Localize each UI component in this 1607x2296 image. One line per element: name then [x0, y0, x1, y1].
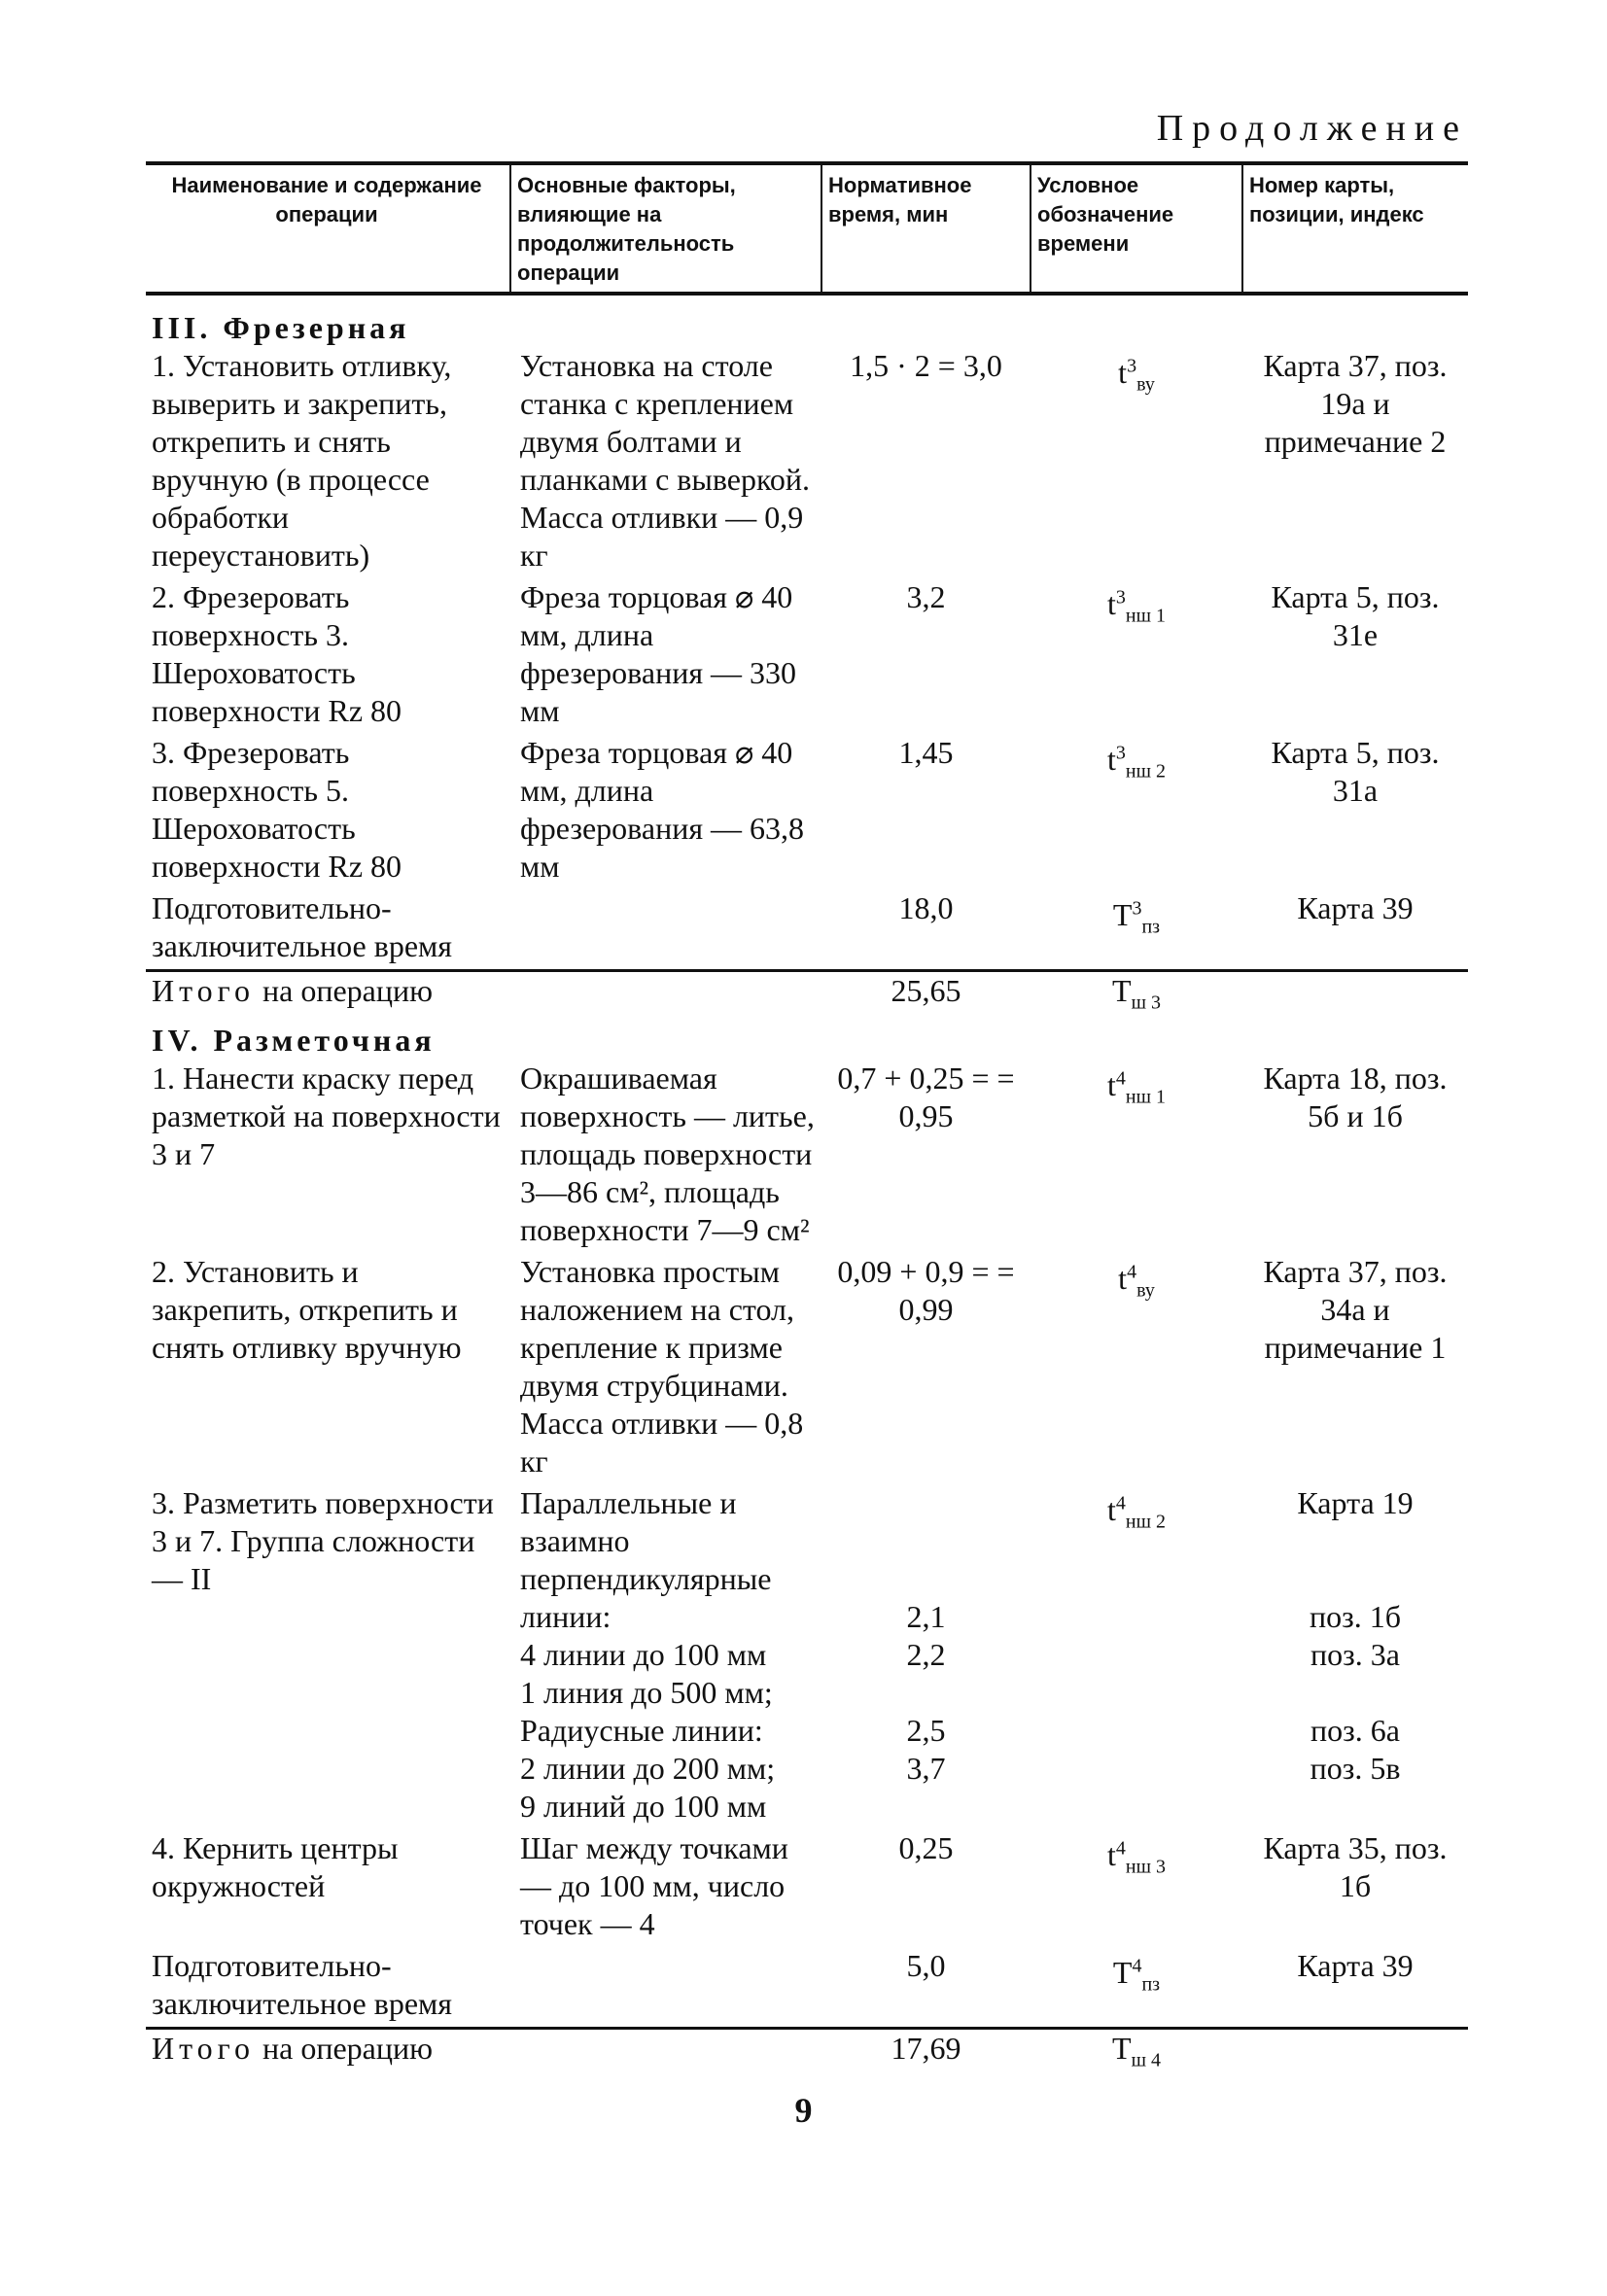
normative-time: 0,09 + 0,9 = = 0,99 [837, 1254, 1015, 1328]
card-reference: Карта 35, поз. 1б [1263, 1830, 1448, 1904]
time-symbol: $T_{ш 3}$ [1031, 971, 1242, 1023]
total-row [146, 2029, 1468, 2080]
factors-intro: Параллельные и взаимно перпендикулярные линии: [520, 1485, 772, 1635]
normative-time: 5,0 [906, 1948, 946, 1984]
card-reference: Карта 18, поз. 5б и 1б [1263, 1061, 1448, 1134]
header-factors: Основные факторы, влияющие на продолжительность операции [510, 163, 821, 294]
operation-factors: Фреза торцовая ⌀ 40 мм, длина фрезерования — 63,8 мм [520, 735, 805, 884]
table-header-row [146, 163, 1468, 294]
sub-card [1248, 1674, 1462, 1712]
normative-time: 1,45 [898, 735, 954, 770]
sub-card: поз. 1б [1309, 1599, 1402, 1635]
normative-time: 0,25 [898, 1830, 954, 1866]
time-symbol: $T^3_{пз}$ [1112, 896, 1161, 938]
document-page [146, 107, 1468, 2080]
time-symbol: $t^4_{нш 2}$ [1107, 1492, 1166, 1533]
operation-name: 4. Кернить центры окружностей [152, 1830, 399, 1904]
normative-time: 0,7 + 0,25 = = 0,95 [837, 1061, 1015, 1134]
sub-factor: 2 линии до 200 мм; [520, 1751, 776, 1787]
section-title-marking: IV. Разметочная [152, 1023, 436, 1059]
sub-time: 2,2 [906, 1637, 946, 1673]
header-time-symbol: Условное обозначение времени [1031, 163, 1242, 294]
card-reference: Карта 37, поз. 34а и примечание 1 [1263, 1254, 1448, 1366]
operation-name: 1. Установить отливку, выверить и закрепить, открепить и снять вручную (в процессе обработки переустановить) [152, 348, 452, 573]
continuation-label: Продолжение [1156, 108, 1468, 149]
operation-name: Подготовительно-заключительное время [152, 1948, 453, 2022]
total-time: 17,69 [821, 2029, 1031, 2080]
table-row [146, 734, 1468, 889]
header-operation-name: Наименование и содержание операции [146, 163, 510, 294]
section-title-milling: III. Фрезерная [152, 310, 410, 345]
operations-table [146, 161, 1468, 2080]
table-row [146, 889, 1468, 971]
operation-factors [510, 1484, 821, 1829]
table-row [146, 1947, 1468, 2029]
sub-time: 2,1 [906, 1599, 946, 1635]
operation-factors: Фреза торцовая ⌀ 40 мм, длина фрезерования — 330 мм [520, 579, 797, 728]
card-reference: Карта 39 [1297, 890, 1414, 925]
table-row [146, 1060, 1468, 1253]
sub-card: поз. 3а [1310, 1637, 1400, 1673]
page-number: 9 [794, 2091, 813, 2130]
total-label: Итого на операцию [146, 971, 510, 1023]
sub-factor: Радиусные линии: [520, 1713, 763, 1749]
sub-card: поз. 6а [1310, 1713, 1400, 1749]
normative-time: 1,5 · 2 = 3,0 [850, 348, 1002, 383]
card-reference: Карта 19 поз. 1б поз. 3а поз. 6а поз. 5в [1242, 1484, 1468, 1829]
table-row [146, 347, 1468, 578]
table-row [146, 578, 1468, 734]
normative-time: 18,0 [898, 890, 954, 925]
total-time: 25,65 [821, 971, 1031, 1023]
sub-factor: 1 линия до 500 мм; [520, 1675, 773, 1711]
time-symbol: $t^4_{нш 3}$ [1107, 1837, 1166, 1878]
operation-factors: Шаг между точками — до 100 мм, число точек — 4 [520, 1830, 788, 1942]
total-row [146, 971, 1468, 1023]
operation-factors [510, 889, 821, 971]
table-row [146, 1484, 1468, 1829]
time-symbol: $t^3_{ву}$ [1118, 354, 1155, 396]
sub-factor: 4 линии до 100 мм [520, 1637, 767, 1673]
header-card-number: Номер карты, позиции, индекс [1242, 163, 1468, 294]
operation-name: 3. Разметить поверхности 3 и 7. Группа сложности — II [152, 1485, 494, 1597]
operation-name: 2. Установить и закрепить, открепить и снять отливку вручную [152, 1254, 462, 1366]
header-normative-time: Нормативное время, мин [821, 163, 1031, 294]
time-symbol: $T_{ш 4}$ [1031, 2029, 1242, 2080]
operation-factors: Окрашиваемая поверхность — литье, площадь поверхности 3—86 см², площадь поверхности 7—9 см² [520, 1061, 815, 1248]
time-symbol: $t^3_{нш 1}$ [1107, 585, 1166, 627]
time-symbol: $T^4_{пз}$ [1112, 1955, 1161, 1996]
sub-time: 2,5 [906, 1713, 946, 1749]
total-label: Итого на операцию [146, 2029, 510, 2080]
operation-name: 3. Фрезеровать поверхность 5. Шероховатость поверхности Rz 80 [152, 735, 402, 884]
time-symbol: $t^4_{нш 1}$ [1107, 1067, 1166, 1108]
card-reference: Карта 5, поз. 31е [1271, 579, 1440, 652]
normative-time [821, 1484, 1031, 1829]
operation-name: Подготовительно-заключительное время [152, 890, 453, 963]
table-row [146, 1253, 1468, 1484]
operation-factors: Установка простым наложением на стол, крепление к призме двумя струбцинами. Масса отливки — 0,8 кг [520, 1254, 804, 1479]
time-symbol: $t^3_{нш 2}$ [1107, 741, 1166, 783]
section-title-row [146, 294, 1468, 347]
operation-factors: Установка на столе станка с креплением двумя болтами и планками с выверкой. Масса отливки — 0,9 кг [520, 348, 811, 573]
section-title-row [146, 1022, 1468, 1060]
time-symbol: $t^4_{ву}$ [1118, 1261, 1155, 1302]
table-row [146, 1829, 1468, 1947]
sub-time: 3,7 [906, 1751, 946, 1787]
operation-factors [510, 1947, 821, 2029]
operation-name: 1. Нанести краску перед разметкой на поверхности 3 и 7 [152, 1061, 501, 1172]
card-reference: Карта 37, поз. 19а и примечание 2 [1263, 348, 1448, 459]
card-reference: Карта 39 [1297, 1948, 1414, 1984]
sub-time [827, 1674, 1025, 1712]
card-reference: Карта 5, поз. 31а [1271, 735, 1440, 808]
operation-name: 2. Фрезеровать поверхность 3. Шероховатость поверхности Rz 80 [152, 579, 402, 728]
normative-time: 3,2 [906, 579, 946, 614]
sub-factor: 9 линий до 100 мм [520, 1789, 767, 1825]
sub-card: поз. 5в [1310, 1751, 1401, 1787]
